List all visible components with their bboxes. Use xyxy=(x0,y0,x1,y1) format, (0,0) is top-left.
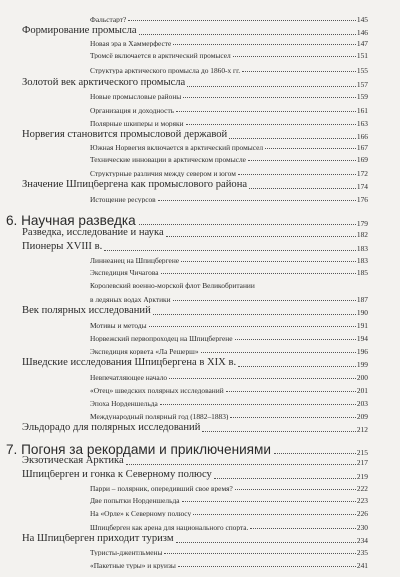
toc-entry[interactable] xyxy=(90,156,368,163)
toc-page-number: 234 xyxy=(356,536,368,546)
toc-page-number: 176 xyxy=(356,195,368,204)
toc-page-number: 226 xyxy=(356,509,368,518)
toc-entry-line1[interactable] xyxy=(90,282,368,289)
toc-entry[interactable] xyxy=(22,242,368,253)
toc-leader xyxy=(233,56,356,57)
toc-leader xyxy=(229,138,356,139)
toc-entry-title: Структурные различия между севером и югом xyxy=(90,170,236,178)
toc-leader xyxy=(164,553,355,554)
toc-leader xyxy=(128,20,356,21)
toc-leader xyxy=(238,366,356,367)
toc-leader xyxy=(202,431,356,432)
toc-page-number: 169 xyxy=(356,155,368,164)
toc-page-number: 163 xyxy=(356,119,368,128)
toc-page-number: 200 xyxy=(356,373,368,382)
toc-leader xyxy=(166,236,356,237)
toc-entry[interactable] xyxy=(22,180,368,191)
toc-leader xyxy=(149,326,356,327)
toc-entry-title: Норвегия становится промысловой державой xyxy=(22,130,228,140)
toc-entry[interactable] xyxy=(90,524,368,531)
toc-leader xyxy=(201,352,356,353)
toc-page-number: 179 xyxy=(356,219,368,228)
toc-page-number: 183 xyxy=(356,244,368,254)
toc-leader xyxy=(242,71,356,72)
toc-leader xyxy=(176,542,356,543)
toc-entry-title: Фальстарт? xyxy=(90,16,127,24)
toc-entry-title: Мотивы и методы xyxy=(90,322,147,330)
toc-entry[interactable] xyxy=(22,78,368,89)
toc-entry-title: Тромсё включается в арктический промысел xyxy=(90,52,231,60)
toc-leader xyxy=(139,34,356,35)
toc-leader xyxy=(176,111,356,112)
toc-entry-title: Южная Норвегия включается в арктический промысел xyxy=(90,144,264,152)
toc-entry[interactable] xyxy=(90,170,368,177)
toc-entry[interactable] xyxy=(90,296,368,303)
toc-page-number: 199 xyxy=(356,360,368,370)
toc-entry-title: Структура арктического промысла до 1860-х гг. xyxy=(90,67,241,75)
toc-entry[interactable] xyxy=(90,335,368,342)
toc-leader xyxy=(214,478,356,479)
toc-leader xyxy=(161,273,356,274)
toc-page-number: 161 xyxy=(356,106,368,115)
toc-entry-title: Шпицберген и гонка к Северному полюсу xyxy=(22,470,212,480)
toc-entry-title: Норвежский первопроходец на Шпицбергене xyxy=(90,335,233,343)
toc-page-number: 217 xyxy=(356,458,368,468)
toc-entry[interactable] xyxy=(90,510,368,517)
toc-page-number: 209 xyxy=(356,412,368,421)
toc-leader xyxy=(235,489,356,490)
toc-page-number: 223 xyxy=(356,496,368,505)
toc-entry[interactable] xyxy=(22,423,368,434)
toc-entry-title: Новые промысловые районы xyxy=(90,93,182,101)
toc-entry-title: На «Орле» к Северному полюсу xyxy=(90,510,192,518)
toc-leader xyxy=(274,453,356,454)
toc-page-number: 241 xyxy=(356,561,368,570)
toc-entry-title: Эльдорадо для полярных исследований xyxy=(22,423,201,433)
toc-page-number: 172 xyxy=(356,169,368,178)
toc-page-number: 190 xyxy=(356,308,368,318)
toc-leader xyxy=(173,44,356,45)
toc-entry-title: «Отец» шведских полярных исследований xyxy=(90,387,224,395)
toc-leader xyxy=(153,314,356,315)
toc-leader xyxy=(169,378,356,379)
toc-entry-title: Золотой век арктического промысла xyxy=(22,78,186,88)
toc-entry-title: Линнеанец на Шпицбергене xyxy=(90,257,180,265)
toc-page-number: 167 xyxy=(356,143,368,152)
toc-entry[interactable] xyxy=(90,562,368,569)
toc-page-number: 235 xyxy=(356,548,368,557)
toc-entry[interactable] xyxy=(90,16,368,23)
toc-entry[interactable] xyxy=(22,130,368,141)
toc-entry[interactable] xyxy=(22,306,368,317)
toc-page-number: 157 xyxy=(356,80,368,90)
chapter-heading[interactable] xyxy=(6,213,368,228)
toc-entry-title: Век полярных исследований xyxy=(22,306,151,316)
toc-entry-title: Значение Шпицбергена как промыслового района xyxy=(22,180,248,190)
toc-entry[interactable] xyxy=(90,196,368,203)
toc-page-number: 187 xyxy=(356,295,368,304)
toc-entry-title: Пионеры XVIII в. xyxy=(22,242,103,252)
toc-entry[interactable] xyxy=(90,107,368,114)
toc-entry-title: Полярные шкиперы и моряки xyxy=(90,120,184,128)
toc-page-number: 182 xyxy=(356,230,368,240)
toc-leader xyxy=(235,339,356,340)
toc-page-number: 174 xyxy=(356,182,368,192)
toc-entry-title: Формирование промысла xyxy=(22,26,137,36)
toc-leader xyxy=(250,528,355,529)
toc-page-number: 215 xyxy=(356,448,368,457)
toc-page-number: 159 xyxy=(356,92,368,101)
toc-entry[interactable] xyxy=(90,497,368,504)
toc-leader xyxy=(139,224,356,225)
toc-leader xyxy=(186,124,356,125)
toc-leader xyxy=(126,464,356,465)
toc-entry[interactable] xyxy=(90,52,368,59)
toc-page-number: 219 xyxy=(356,472,368,482)
toc-entry[interactable] xyxy=(90,374,368,381)
toc-entry-title: Экспедиция Чичагова xyxy=(90,269,159,277)
toc-entry[interactable] xyxy=(22,26,368,37)
toc-entry[interactable] xyxy=(90,257,368,264)
toc-page-number: 194 xyxy=(356,334,368,343)
toc-page-number: 147 xyxy=(356,39,368,48)
toc-entry-title: «Пакетные туры» и круизы xyxy=(90,562,176,570)
toc-entry-title-continued: в ледяных водах Арктики xyxy=(90,296,171,304)
toc-leader xyxy=(178,566,356,567)
toc-entry[interactable] xyxy=(22,228,368,239)
toc-entry-title: Парри – полярник, опередивший свое время? xyxy=(90,485,233,493)
toc-leader xyxy=(173,300,356,301)
toc-leader xyxy=(160,404,356,405)
toc-entry[interactable] xyxy=(90,93,368,100)
toc-leader xyxy=(182,501,356,502)
toc-entry-title: Шпицберген как арена для национального спорта. xyxy=(90,524,249,532)
toc-leader xyxy=(158,200,356,201)
chapter-title: 6. Научная разведка xyxy=(6,213,136,228)
toc-entry-title: Королевский военно-морской флот Великобритании xyxy=(90,282,255,290)
toc-page-number: 151 xyxy=(356,51,368,60)
toc-entry-title: Эпоха Норденшельда xyxy=(90,400,158,408)
chapter-title: 7. Погоня за рекордами и приключениями xyxy=(6,442,271,457)
toc-entry[interactable] xyxy=(22,456,368,467)
toc-entry[interactable] xyxy=(22,470,368,481)
toc-entry-title: Организация и доходность xyxy=(90,107,175,115)
toc-entry-title: Международный полярный год (1882–1883) xyxy=(90,413,229,421)
toc-page-number: 146 xyxy=(356,28,368,38)
toc-leader xyxy=(104,250,356,251)
toc-entry-title: Технические инновации в арктическом промысле xyxy=(90,156,246,164)
toc-leader xyxy=(181,261,356,262)
toc-entry[interactable] xyxy=(90,413,368,420)
toc-page-number: 155 xyxy=(356,66,368,75)
toc-entry[interactable] xyxy=(90,348,368,355)
toc-entry[interactable] xyxy=(90,387,368,394)
toc-entry[interactable] xyxy=(90,322,368,329)
toc-leader xyxy=(238,174,356,175)
toc-entry-title: Туристы-джентльмены xyxy=(90,549,163,557)
toc-leader xyxy=(187,86,356,87)
toc-leader xyxy=(193,514,356,515)
toc-entry[interactable] xyxy=(90,549,368,556)
toc-page-number: 145 xyxy=(356,15,368,24)
toc-entry-title: Две попытки Норденшельда xyxy=(90,497,180,505)
toc-entry[interactable] xyxy=(90,120,368,127)
toc-entry[interactable] xyxy=(90,144,368,151)
toc-entry-title: Новая эра в Хаммерфесте xyxy=(90,40,172,48)
toc-entry[interactable] xyxy=(90,269,368,276)
toc-entry[interactable] xyxy=(90,67,368,74)
toc-entry[interactable] xyxy=(22,358,368,369)
toc-page-number: 201 xyxy=(356,386,368,395)
toc-leader xyxy=(230,417,356,418)
toc-page-number: 191 xyxy=(356,321,368,330)
toc-entry[interactable] xyxy=(22,534,368,545)
toc-entry-title: Экзотическая Арктика xyxy=(22,456,124,466)
toc-entry[interactable] xyxy=(90,40,368,47)
toc-entry-title: Истощение ресурсов xyxy=(90,196,156,204)
toc-page-number: 183 xyxy=(356,256,368,265)
toc-entry-title: Экспедиция корвета «Ла Решерш» xyxy=(90,348,199,356)
toc-page-number: 212 xyxy=(356,425,368,435)
toc-leader xyxy=(226,391,356,392)
toc-page-number: 196 xyxy=(356,347,368,356)
toc-entry-title: На Шпицберген приходит туризм xyxy=(22,534,174,544)
toc-entry[interactable] xyxy=(90,485,368,492)
toc-leader xyxy=(249,188,356,189)
toc-entry-title: Невпечатляющее начало xyxy=(90,374,168,382)
toc-page-number: 230 xyxy=(356,523,368,532)
toc-leader xyxy=(248,160,356,161)
toc-page-number: 222 xyxy=(356,484,368,493)
toc-page-number: 166 xyxy=(356,132,368,142)
chapter-heading[interactable] xyxy=(6,442,368,457)
toc-entry-title: Шведские исследования Шпицбергена в XIX в. xyxy=(22,358,237,368)
toc-entry-title: Разведка, исследование и наука xyxy=(22,228,164,238)
toc-leader xyxy=(265,148,356,149)
toc-entry[interactable] xyxy=(90,400,368,407)
toc-page-number: 185 xyxy=(356,268,368,277)
toc-page-number: 203 xyxy=(356,399,368,408)
toc-leader xyxy=(183,97,356,98)
